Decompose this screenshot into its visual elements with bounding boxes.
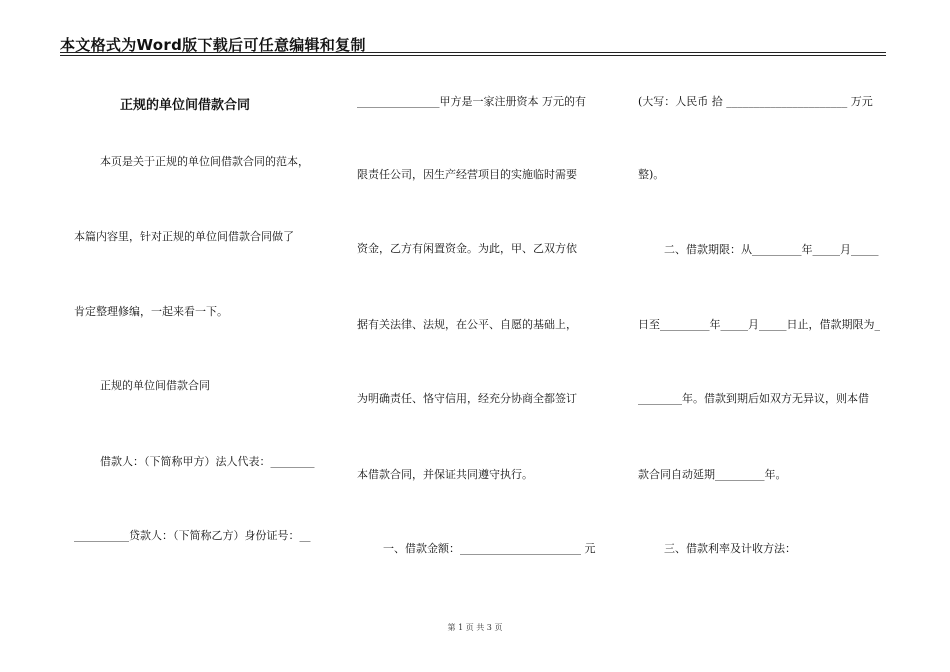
text-line: 一、借款金额：______________________ 元 (383, 542, 596, 555)
header-rule (60, 52, 886, 53)
text-line: 借款人：（下简称甲方）法人代表：________ (100, 455, 315, 468)
text-line: _______________甲方是一家注册资本 万元的有 (357, 95, 586, 108)
header-banner: 本文格式为Word版下载后可任意编辑和复制 (60, 36, 366, 54)
text-line: 三、借款利率及计收方法： (664, 542, 796, 555)
text-line: 款合同自动延期_________年。 (638, 468, 787, 481)
text-line: 本篇内容里，针对正规的单位间借款合同做了 (74, 230, 294, 243)
text-line: __________贷款人：（下简称乙方）身份证号：__ (74, 529, 311, 542)
text-line: 正规的单位间借款合同 (100, 379, 210, 392)
text-line: 整)。 (638, 168, 665, 181)
text-line: 二、借款期限：从_________年_____月_____ (664, 243, 879, 256)
text-line: 为明确责任、恪守信用，经充分协商全都签订 (357, 392, 577, 405)
text-line: ________年。借款到期后如双方无异议，则本借 (638, 392, 869, 405)
text-line: 限责任公司，因生产经营项目的实施临时需要 (357, 168, 577, 181)
text-line: 本借款合同，并保证共同遵守执行。 (357, 468, 533, 481)
page-number: 第 1 页 共 3 页 (447, 623, 503, 632)
text-line: 资金，乙方有闲置资金。为此，甲、乙双方依 (357, 242, 577, 255)
text-line: 日至_________年_____月_____日止，借款期限为_ (638, 318, 880, 331)
text-line: 肯定整理修编，一起来看一下。 (74, 305, 228, 318)
text-line: 本页是关于正规的单位间借款合同的范本， (100, 155, 309, 168)
text-line: (大写：人民币 拾 ______________________ 万元 (638, 95, 873, 108)
document-title: 正规的单位间借款合同 (120, 98, 251, 113)
text-line: 据有关法律、法规，在公平、自愿的基础上， (357, 318, 577, 331)
header-rule-thin (60, 55, 886, 56)
